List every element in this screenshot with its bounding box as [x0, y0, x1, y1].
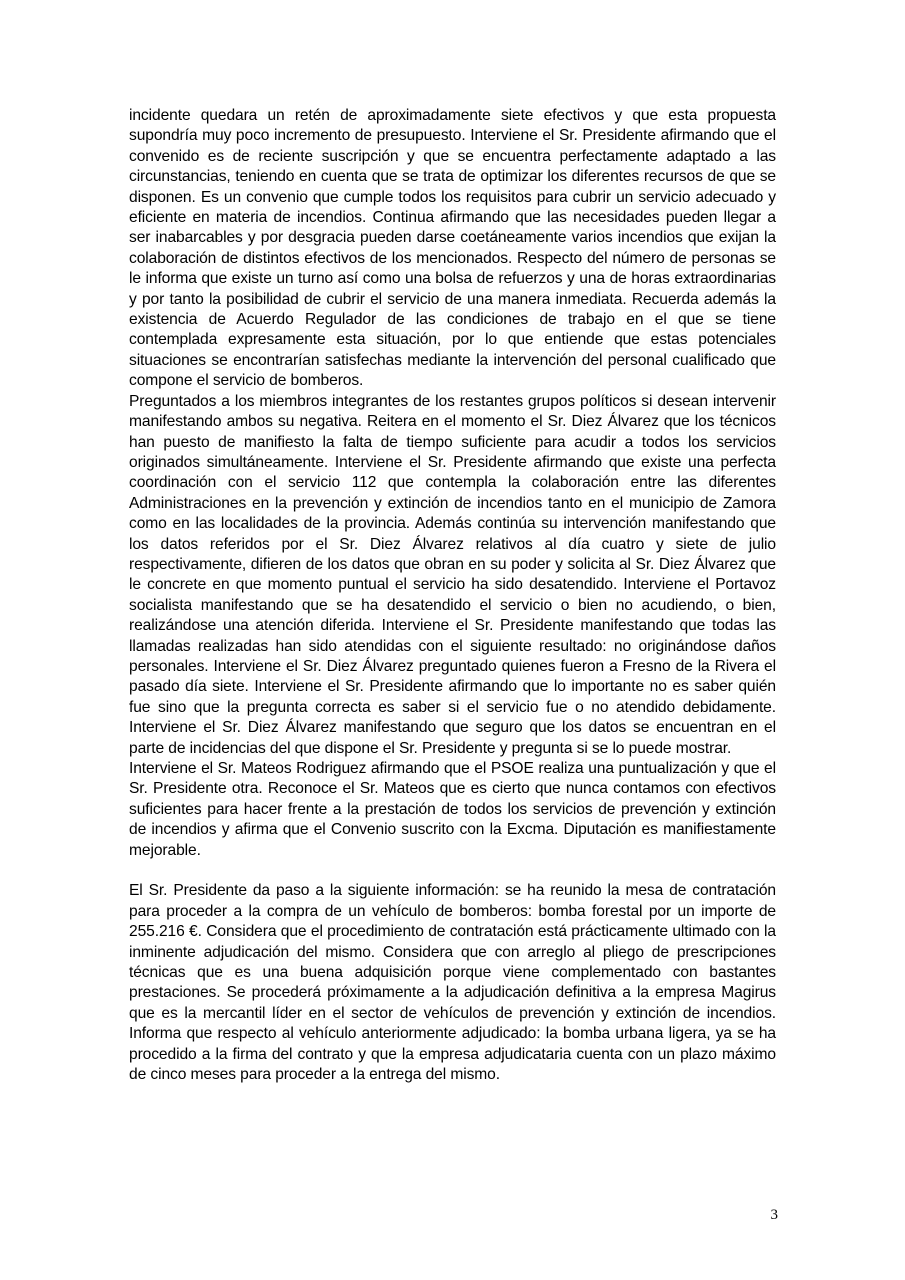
paragraph-political-groups-intervention: Preguntados a los miembros integrantes de los restantes grupos políticos si desean intervenir manifestando ambos su negativa. Reitera en el momento el Sr. Diez Álvarez que los técnicos han puesto de manifiesto la falta de tiempo suficiente para acudir a todos los servicios originados simultáneamente. Interviene el Sr. Presidente afirmando que existe una perfecta coordinación con el servicio 112 que contempla la colaboración entre las diferentes Administraciones en la prevención y extinción de incendios tanto en el municipio de Zamora como en las localidades de la provincia. Además continúa su intervención manifestando que los datos referidos por el Sr. Diez Álvarez relativos al día cuatro y siete de julio respectivamente, difieren de los datos que obran en su poder y solicita al Sr. Diez Álvarez que le concrete en que momento puntual el servicio ha sido desatendido. Interviene el Portavoz socialista manifestando que se ha desatendido el servicio o bien no acudiendo, o bien, realizándose una atención diferida. Interviene el Sr. Presidente manifestando que todas las llamadas realizadas han sido atendidas con el siguiente resultado: no originándose daños personales. Interviene el Sr. Diez Álvarez preguntado quienes fueron a Fresno de la Rivera el pasado día siete. Interviene el Sr. Presidente afirmando que lo importante no es saber quién fue sino que la pregunta correcta es saber si el servicio fue o no atendido debidamente. Interviene el Sr. Diez Álvarez manifestando que seguro que los datos se encuentran en el parte de incidencias del que dispone el Sr. Presidente y pregunta si se lo puede mostrar. [129, 392, 776, 757]
paragraph-vehicle-procurement: El Sr. Presidente da paso a la siguiente información: se ha reunido la mesa de contratación para proceder a la compra de un vehículo de bomberos: bomba forestal por un importe de 255.216 €. Considera que el procedimiento de contratación está prácticamente ultimado con la inminente adjudicación del mismo. Considera que con arreglo al pliego de prescripciones técnicas que es una buena adquisición porque viene complementado con bastantes prestaciones. Se procederá próximamente a la adjudicación definitiva a la empresa Magirus que es la mercantil líder en el sector de vehículos de prevención y extinción de incendios. Informa que respecto al vehículo anteriormente adjudicado: la bomba urbana ligera, ya se ha procedido a la firma del contrato y que la empresa adjudicataria cuenta con un plazo máximo de cinco meses para proceder a la entrega del mismo. [129, 882, 776, 1084]
document-body [129, 106, 776, 1085]
paragraph-fire-service-agreement: incidente quedara un retén de aproximadamente siete efectivos y que esta propuesta supondría muy poco incremento de presupuesto. Interviene el Sr. Presidente afirmando que el convenido es de reciente suscripción y que se encuentra perfectamente adaptado a las circunstancias, teniendo en cuenta que se trata de optimizar los diferentes recursos de que se disponen. Es un convenio que cumple todos los requisitos para cubrir un servicio adecuado y eficiente en materia de incendios. Continua afirmando que las necesidades pueden llegar a ser inabarcables y por desgracia pueden darse coetáneamente varios incendios que exijan la colaboración de distintos efectivos de los mencionados. Respecto del número de personas se le informa que existe un turno así como una bolsa de refuerzos y una de horas extraordinarias y por tanto la posibilidad de cubrir el servicio de una manera inmediata. Recuerda además la existencia de Acuerdo Regulador de las condiciones de trabajo en el que se tiene contemplada expresamente esta situación, por lo que entiende que estas potenciales situaciones se encontrarían satisfechas mediante la intervención del personal cualificado que compone el servicio de bomberos. [129, 107, 776, 390]
page-number: 3 [770, 1207, 778, 1223]
paragraph-mateos-rodriguez: Interviene el Sr. Mateos Rodriguez afirmando que el PSOE realiza una puntualización y que el Sr. Presidente otra. Reconoce el Sr. Mateos que es cierto que nunca contamos con efectivos suficientes para hacer frente a la prestación de todos los servicios de prevención y extinción de incendios y afirma que el Convenio suscrito con la Excma. Diputación es manifiestamente mejorable. [129, 760, 776, 859]
paragraph-spacer [129, 861, 776, 881]
